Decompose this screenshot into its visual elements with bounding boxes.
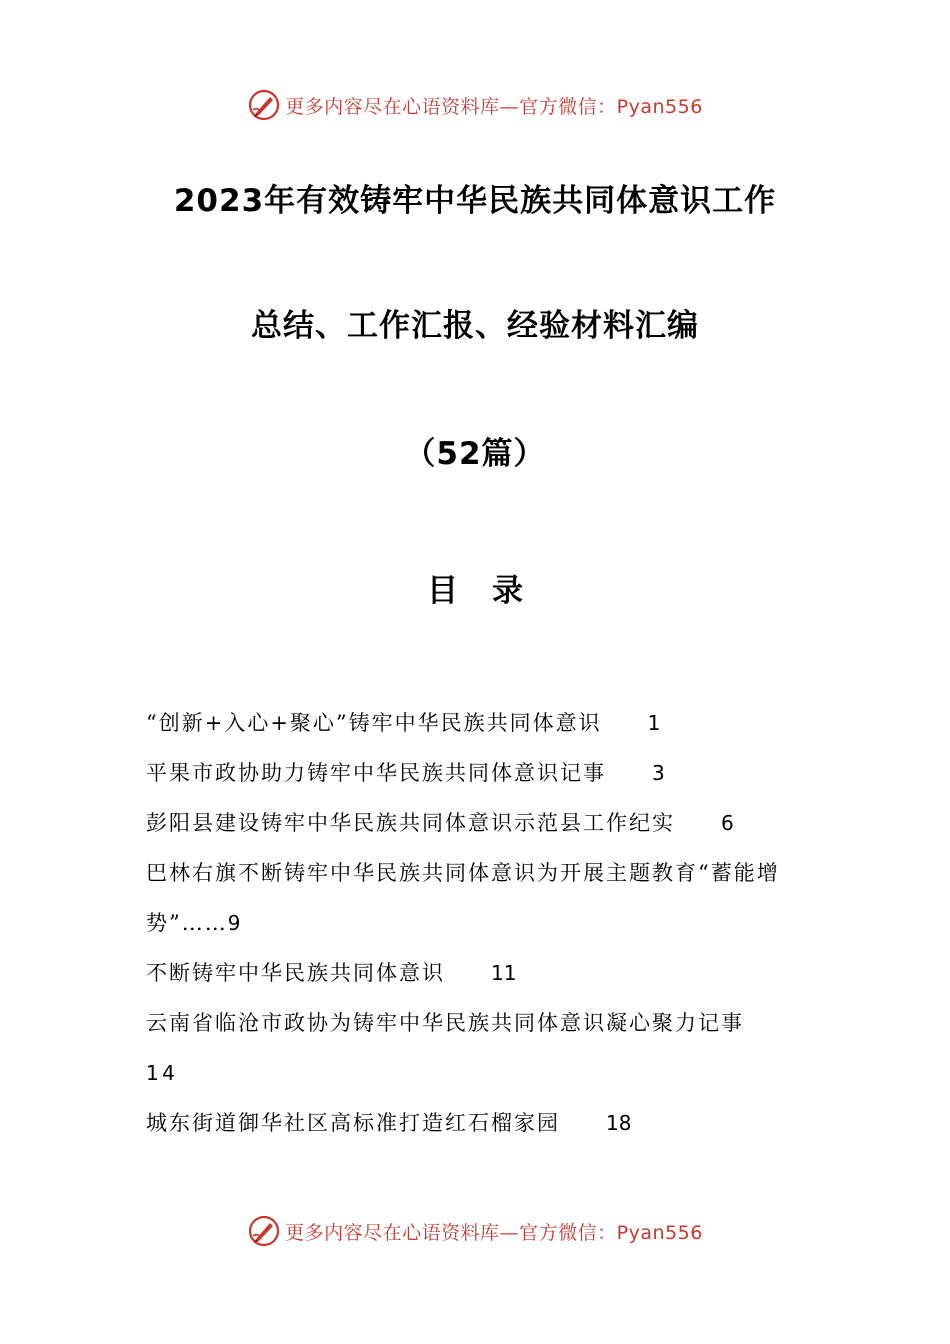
toc-item-page: 11 xyxy=(491,961,517,985)
toc-item-page: 18 xyxy=(606,1111,632,1135)
toc-item[interactable] xyxy=(146,1098,810,1148)
toc-item[interactable] xyxy=(146,698,810,748)
pen-logo-icon xyxy=(247,88,281,122)
toc-item-title: “创新+入心+聚心”铸牢中华民族共同体意识 xyxy=(146,711,602,735)
toc-item-page: 14 xyxy=(146,1061,179,1085)
watermark-text: 更多内容尽在心语资料库—官方微信：Pyan556 xyxy=(285,95,703,118)
toc-item-page: 3 xyxy=(652,761,665,785)
toc-item[interactable] xyxy=(146,798,810,848)
toc-item[interactable] xyxy=(146,998,810,1098)
toc-item-page: 1 xyxy=(647,711,661,735)
toc-item-title: 平果市政协助力铸牢中华民族共同体意识记事 xyxy=(146,761,606,785)
toc-item[interactable] xyxy=(146,948,810,998)
document-title-line1: 2023年有效铸牢中华民族共同体意识工作 xyxy=(173,183,777,219)
toc-item-page: 9 xyxy=(227,911,244,935)
toc-item-title: 巴林右旗不断铸牢中华民族共同体意识为开展主题教育“蓄能增势”…… xyxy=(146,861,780,935)
toc-item-title: 城东街道御华社区高标准打造红石榴家园 xyxy=(146,1111,560,1135)
document-title-line2: 总结、工作汇报、经验材料汇编 xyxy=(251,308,699,344)
toc-item[interactable] xyxy=(146,748,810,798)
watermark-text: 更多内容尽在心语资料库—官方微信：Pyan556 xyxy=(285,1221,703,1244)
watermark-banner-top xyxy=(0,80,950,130)
toc-item-title: 不断铸牢中华民族共同体意识 xyxy=(146,961,445,985)
wechat-id: Pyan556 xyxy=(616,95,703,118)
pen-logo-icon xyxy=(247,1214,281,1248)
document-title-count: （52篇） xyxy=(404,436,546,472)
table-of-contents xyxy=(146,698,810,1148)
toc-item[interactable] xyxy=(146,848,810,948)
watermark-banner-bottom xyxy=(0,1206,950,1256)
toc-heading: 目录 xyxy=(427,573,557,609)
toc-item-page: 6 xyxy=(721,811,734,835)
toc-item-title: 彭阳县建设铸牢中华民族共同体意识示范县工作纪实 xyxy=(146,811,675,835)
wechat-id: Pyan556 xyxy=(616,1221,703,1244)
toc-item-title: 云南省临沧市政协为铸牢中华民族共同体意识凝心聚力记事 xyxy=(146,1011,744,1035)
